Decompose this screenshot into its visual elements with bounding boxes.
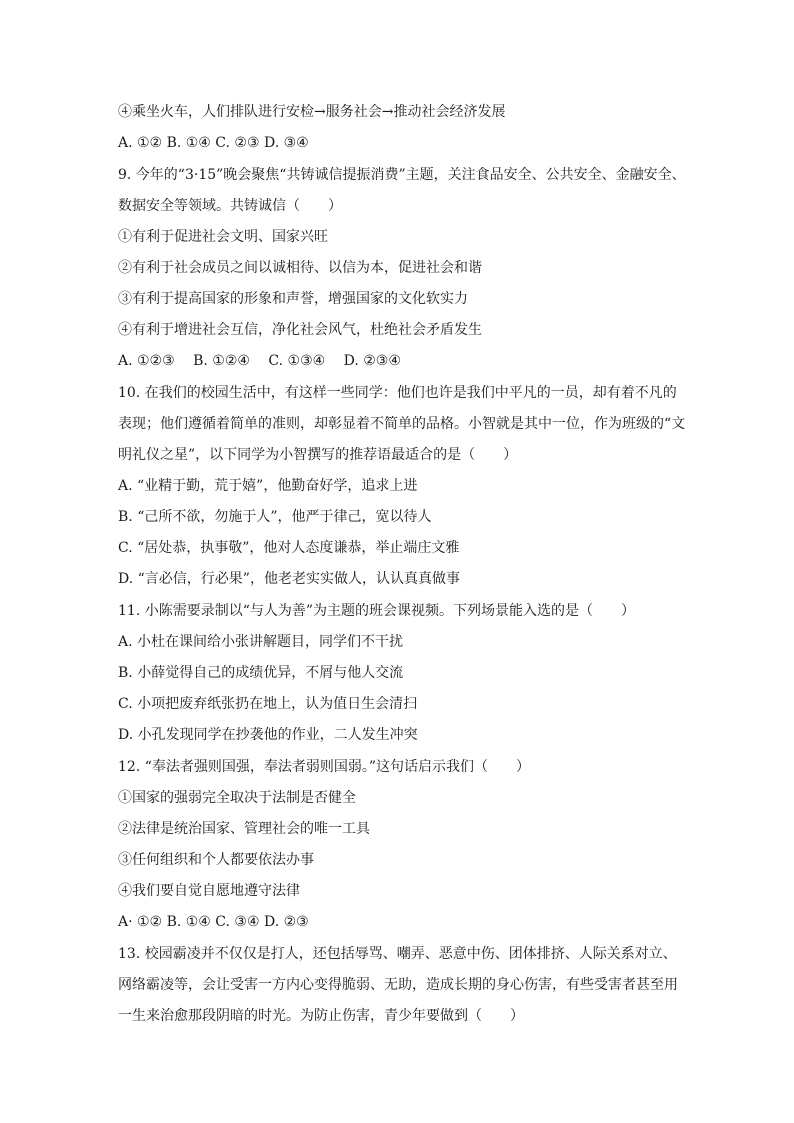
- text-line: ①国家的强弱完全取决于法制是否健全: [118, 790, 356, 806]
- text-line: 13. 校园霸凌并不仅仅是打人，还包括辱骂、嘲弄、恶意中伤、团体排挤、人际关系对立、: [118, 946, 677, 962]
- text-line: ②法律是统治国家、管理社会的唯一工具: [118, 821, 370, 837]
- text-line: ④我们要自觉自愿地遵守法律: [118, 883, 300, 899]
- text-line: ③任何组织和个人都要依法办事: [118, 852, 314, 868]
- text-line: ④乘坐火车，人们排队进行安检→服务社会→推动社会经济发展: [118, 104, 506, 120]
- text-line: B. 小薛觉得自己的成绩优异，不屑与他人交流: [118, 665, 404, 681]
- text-line: ①有利于促进社会文明、国家兴旺: [118, 229, 328, 245]
- text-line: D. “言必信，行必果”，他老老实实做人，认认真真做事: [118, 571, 460, 587]
- text-line: D. 小孔发现同学在抄袭他的作业，二人发生冲突: [118, 727, 418, 743]
- text-line: 数据安全等领域。共铸诚信（ ）: [118, 198, 342, 214]
- text-line: C. 小项把废弃纸张扔在地上，认为值日生会清扫: [118, 696, 418, 712]
- text-line: 9. 今年的“3·15”晚会聚焦“共铸诚信提振消费”主题，关注食品安全、公共安全、金融安全、: [118, 167, 686, 183]
- text-line: 明礼仪之星”，以下同学为小智撰写的推荐语最适合的是（ ）: [118, 447, 518, 463]
- text-line: C. “居处恭，执事敬”，他对人态度谦恭，举止端庄文雅: [118, 540, 460, 556]
- text-line: 10. 在我们的校园生活中，有这样一些同学：他们也许是我们中平凡的一员，却有着不凡的: [118, 385, 677, 401]
- text-line: 11. 小陈需要录制以“与人为善”为主题的班会课视频。下列场景能入选的是（ ）: [118, 603, 636, 619]
- text-line: 网络霸凌等，会让受害一方内心变得脆弱、无助，造成长期的身心伤害，有些受害者甚至用: [118, 977, 678, 993]
- text-line: A· ①② B. ①④ C. ③④ D. ②③: [118, 914, 309, 930]
- text-line: 表现；他们遵循着简单的准则，却彰显着不简单的品格。小智就是其中一位，作为班级的“文: [118, 416, 686, 432]
- text-line: B. “己所不欲，勿施于人”，他严于律己，宽以待人: [118, 509, 432, 525]
- text-line: A. ①②③ B. ①②④ C. ①③④ D. ②③④: [118, 353, 401, 369]
- text-line: ③有利于提高国家的形象和声誉，增强国家的文化软实力: [118, 291, 468, 307]
- text-line: A. 小杜在课间给小张讲解题目，同学们不干扰: [118, 634, 404, 650]
- text-line: 一生来治愈那段阴暗的时光。为防止伤害，青少年要做到（ ）: [118, 1008, 524, 1024]
- text-line: A. “业精于勤，荒于嬉”，他勤奋好学，追求上进: [118, 478, 418, 494]
- text-line: 12. “奉法者强则国强，奉法者弱则国弱。”这句话启示我们（ ）: [118, 759, 531, 775]
- text-line: ②有利于社会成员之间以诚相待、以信为本，促进社会和谐: [118, 260, 482, 276]
- text-line: ④有利于增进社会互信，净化社会风气，杜绝社会矛盾发生: [118, 322, 482, 338]
- text-line: A. ①② B. ①④ C. ②③ D. ③④: [118, 135, 309, 151]
